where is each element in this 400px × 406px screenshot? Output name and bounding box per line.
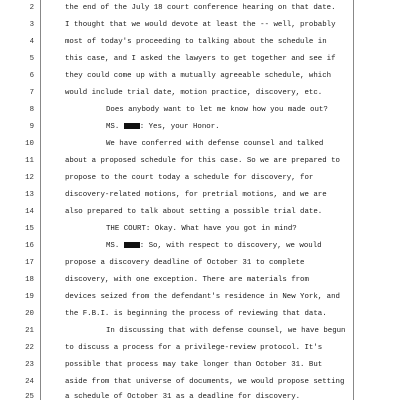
line-number: 15 (25, 225, 34, 233)
transcript-line (0, 0, 400, 17)
transcript-line (0, 272, 400, 289)
line-text: also prepared to talk about setting a possible trial date. (65, 208, 323, 216)
line-text: propose to the court today a schedule for discovery, for (65, 174, 314, 182)
speech-text: : Yes, your Honor. (139, 123, 220, 131)
transcript-line (0, 221, 400, 238)
line-number: 4 (29, 38, 34, 46)
line-text: most of today's proceeding to talking about the schedule in (65, 38, 327, 46)
transcript-line (0, 389, 400, 406)
speaker-label: MS. (106, 242, 120, 250)
transcript-line (0, 289, 400, 306)
line-number: 20 (25, 310, 34, 318)
line-number: 8 (29, 106, 34, 114)
redaction-bar (124, 123, 140, 129)
transcript-line (0, 340, 400, 357)
line-text: I thought that we would devote at least the -- well, probably (65, 21, 336, 29)
transcript-line (0, 255, 400, 272)
transcript-line (0, 306, 400, 323)
line-number: 17 (25, 259, 34, 267)
transcript-line (0, 68, 400, 85)
line-text: this case, and I asked the lawyers to get together and see if (65, 55, 336, 63)
line-text: THE COURT: Okay. What have you got in mind? (106, 225, 297, 233)
speech-text: : So, with respect to discovery, we would (139, 242, 322, 250)
line-number: 19 (25, 293, 34, 301)
speaker-label: MS. (106, 123, 120, 131)
line-number: 6 (29, 72, 34, 80)
line-number: 9 (29, 123, 34, 131)
line-number: 12 (25, 174, 34, 182)
line-text: discovery, with one exception. There are materials from (65, 276, 309, 284)
line-number: 14 (25, 208, 34, 216)
line-text: to discuss a process for a privilege-review protocol. It's (65, 344, 323, 352)
transcript-line (0, 238, 400, 255)
line-text: aside from that universe of documents, we would propose setting (65, 378, 345, 386)
transcript-line (0, 204, 400, 221)
line-text: possible that process may take longer than October 31. But (65, 361, 323, 369)
transcript-line (0, 17, 400, 34)
line-text: the F.B.I. is beginning the process of reviewing that data. (65, 310, 327, 318)
transcript-line (0, 153, 400, 170)
transcript-line (0, 34, 400, 51)
line-number: 2 (29, 4, 34, 12)
line-number: 22 (25, 344, 34, 352)
line-number: 13 (25, 191, 34, 199)
transcript-line (0, 187, 400, 204)
line-number: 24 (25, 378, 34, 386)
line-number: 7 (29, 89, 34, 97)
line-text: devices seized from the defendant's residence in New York, and (65, 293, 340, 301)
line-text (106, 238, 322, 255)
transcript-line (0, 51, 400, 68)
line-text: about a proposed schedule for this case. So we are prepared to (65, 157, 340, 165)
line-number: 16 (25, 242, 34, 250)
line-number: 3 (29, 21, 34, 29)
line-text: the end of the July 18 court conference hearing on that date. (65, 4, 336, 12)
transcript-line (0, 85, 400, 102)
redaction-bar (124, 242, 140, 248)
line-number: 11 (25, 157, 34, 165)
line-text: In discussing that with defense counsel, we have begun (106, 327, 346, 335)
line-number: 10 (25, 140, 34, 148)
transcript-line (0, 323, 400, 340)
transcript-line (0, 136, 400, 153)
line-number: 25 (25, 393, 34, 401)
line-number: 5 (29, 55, 34, 63)
line-text: they could come up with a mutually agreeable schedule, which (65, 72, 332, 80)
line-number: 21 (25, 327, 34, 335)
line-text: a schedule of October 31 as a deadline for discovery. (65, 393, 301, 401)
line-number: 18 (25, 276, 34, 284)
line-text: propose a discovery deadline of October 31 to complete (65, 259, 305, 267)
transcript-line (0, 357, 400, 374)
line-number: 23 (25, 361, 34, 369)
line-text: would include trial date, motion practice, discovery, etc. (65, 89, 323, 97)
line-text: We have conferred with defense counsel and talked (106, 140, 324, 148)
line-text (106, 119, 220, 136)
line-text: discovery-related motions, for pretrial motions, and we are (65, 191, 327, 199)
transcript-line (0, 102, 400, 119)
transcript-line (0, 170, 400, 187)
transcript-line (0, 119, 400, 136)
line-text: Does anybody want to let me know how you made out? (106, 106, 328, 114)
